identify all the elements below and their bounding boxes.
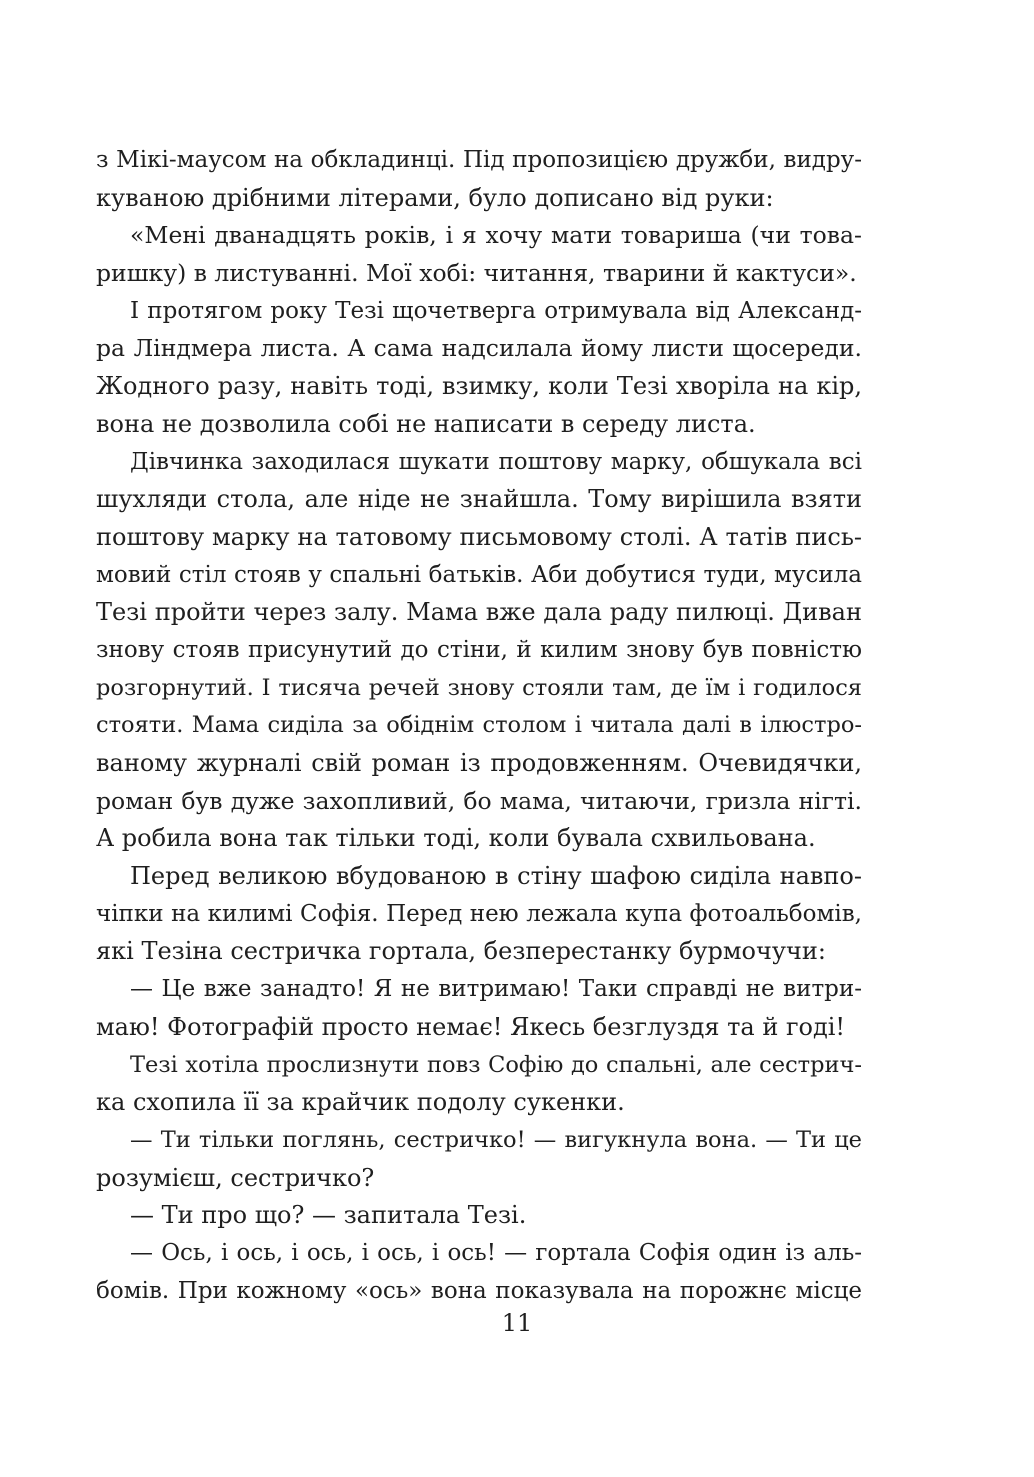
- text-line: Тезі хотіла прослизнути повз Софію до спальні, але сестрич-: [130, 1051, 862, 1078]
- text-line: Тезі пройти через залу. Мама вже дала раду пилюці. Диван: [96, 598, 862, 627]
- page-number: 11: [501, 1309, 533, 1337]
- text-line: ваному журналі свій роман із продовженням. Очевидячки,: [96, 749, 862, 777]
- text-line: — Це вже занадто! Я не витримаю! Таки справді не витри-: [130, 976, 862, 1003]
- text-line: ришку) в листуванні. Мої хобі: читання, тварини й кактуси».: [96, 259, 857, 288]
- text-line: шухляди стола, але ніде не знайшла. Тому вирішила взяти: [96, 485, 862, 514]
- text-line: — Ось, і ось, і ось, і ось, і ось! — гортала Софія один із аль-: [130, 1239, 862, 1266]
- text-line: бомів. При кожному «ось» вона показувала на порожнє місце: [96, 1277, 862, 1304]
- text-line: які Тезіна сестричка гортала, безперестанку бурмочучи:: [96, 937, 826, 966]
- text-line: чіпки на килимі Софія. Перед нею лежала купа фотоальбомів,: [96, 900, 862, 927]
- text-line: маю! Фотографій просто немає! Якесь безглуздя та й годі!: [96, 1012, 846, 1041]
- text-line: Жодного разу, навіть тоді, взимку, коли Тезі хворіла на кір,: [96, 372, 862, 401]
- text-line: ка схопила її за крайчик подолу сукенки.: [96, 1088, 625, 1117]
- text-line: з Мікі-маусом на обкладинці. Під пропозицією дружби, видру-: [96, 147, 862, 173]
- text-line: розгорнутий. І тисяча речей знову стояли там, де їм і годилося: [96, 674, 862, 701]
- text-line: Перед великою вбудованою в стіну шафою сиділа навпо-: [130, 862, 862, 891]
- text-line: розумієш, сестричко?: [96, 1163, 375, 1192]
- text-line: «Мені дванадцять років, і я хочу мати товариша (чи това-: [130, 221, 862, 250]
- text-line: ра Ліндмера листа. А сама надсилала йому листи щосереди.: [96, 334, 862, 363]
- text-line: І протягом року Тезі щочетверга отримувала від Александ-: [130, 297, 862, 324]
- text-line: знову стояв присунутий до стіни, й килим знову був повністю: [96, 636, 862, 663]
- text-line: — Ти тільки поглянь, сестричко! — вигукнула вона. — Ти це: [130, 1126, 862, 1153]
- text-line: куваною дрібними літерами, було дописано від руки:: [96, 183, 774, 212]
- text-line: роман був дуже захопливий, бо мама, читаючи, гризла нігті.: [96, 786, 862, 815]
- body-text: [96, 142, 862, 1310]
- text-line: — Ти про що? — запитала Тезі.: [130, 1201, 527, 1230]
- text-line: вона не дозволила собі не написати в середу листа.: [96, 409, 756, 438]
- text-line: поштову марку на татовому письмовому столі. А татів пись-: [96, 522, 862, 551]
- text-line: А робила вона так тільки тоді, коли бувала схвильована.: [96, 824, 816, 853]
- text-line: стояти. Мама сиділа за обіднім столом і читала далі в ілюстро-: [96, 712, 862, 739]
- text-line: мовий стіл стояв у спальні батьків. Аби добутися туди, мусила: [96, 561, 862, 588]
- text-line: Дівчинка заходилася шукати поштову марку, обшукала всі: [130, 448, 862, 475]
